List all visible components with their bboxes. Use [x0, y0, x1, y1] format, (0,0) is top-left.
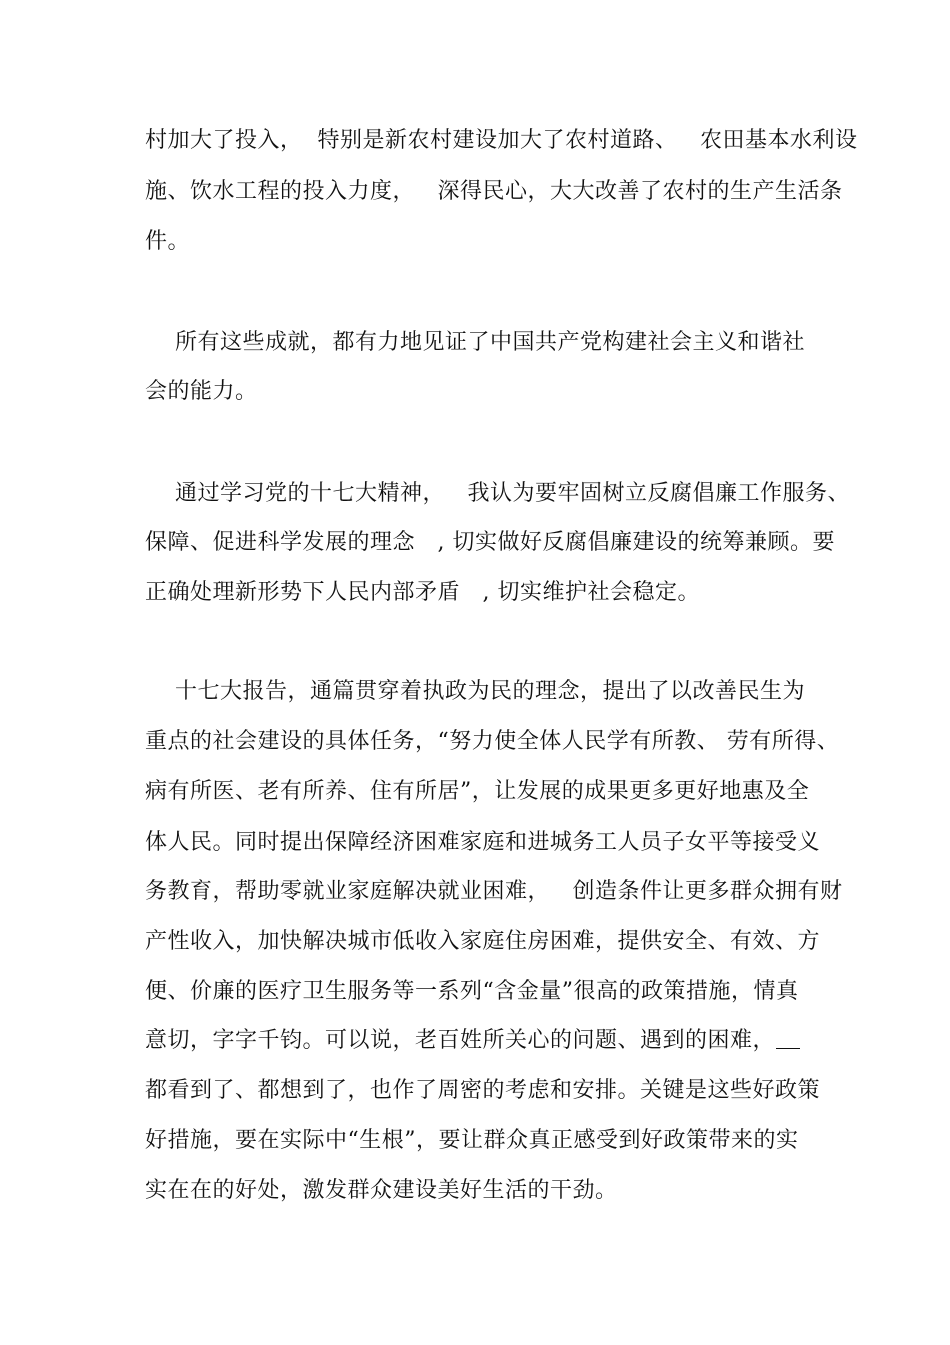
paragraph-1-line-1: 村加大了投入， 特别是新农村建设加大了农村道路、 农田基本水利设	[145, 128, 858, 153]
paragraph-4-line-6: 产性收入，加快解决城市低收入家庭住房困难，提供安全、有效、方	[145, 929, 821, 954]
paragraph-1-line-2: 施、饮水工程的投入力度， 深得民心，大大改善了农村的生产生活条	[145, 179, 843, 204]
paragraph-4-line-11: 实在在的好处，激发群众建设美好生活的干劲。	[145, 1178, 618, 1203]
paragraph-4-line-10: 好措施，要在实际中“生根”，要让群众真正感受到好政策带来的实	[145, 1128, 799, 1153]
paragraph-1-line-3: 件。	[145, 229, 191, 254]
paragraph-4-line-5: 务教育，帮助零就业家庭解决就业困难， 创造条件让更多群众拥有财	[145, 879, 843, 904]
paragraph-2-line-2: 会的能力。	[145, 379, 258, 404]
paragraph-4-line-2: 重点的社会建设的具体任务，“努力使全体人民学有所教、 劳有所得、	[145, 729, 840, 754]
paragraph-4-line-3: 病有所医、老有所养、住有所居”，让发展的成果更多更好地惠及全	[145, 779, 810, 804]
paragraph-3-line-1: 通过学习党的十七大精神， 我认为要牢固树立反腐倡廉工作服务、	[145, 481, 850, 506]
paragraph-4-line-4: 体人民。同时提出保障经济困难家庭和进城务工人员子女平等接受义	[145, 830, 821, 855]
paragraph-4-line-8: 意切，字字千钧。可以说，老百姓所关心的问题、遇到的困难，	[145, 1028, 776, 1053]
underline-mark	[776, 1048, 800, 1049]
paragraph-4-line-7: 便、价廉的医疗卫生服务等一系列“含金量”很高的政策措施，情真	[145, 979, 799, 1004]
paragraph-3-line-3: 正确处理新形势下人民内部矛盾 , 切实维护社会稳定。	[145, 580, 700, 605]
paragraph-3-line-2: 保障、促进科学发展的理念 , 切实做好反腐倡廉建设的统筹兼顾。要	[145, 530, 835, 555]
paragraph-2-line-1: 所有这些成就，都有力地见证了中国共产党构建社会主义和谐社	[145, 330, 805, 355]
paragraph-4-line-9: 都看到了、都想到了，也作了周密的考虑和安排。关键是这些好政策	[145, 1078, 821, 1103]
paragraph-4-line-1: 十七大报告，通篇贯穿着执政为民的理念，提出了以改善民生为	[145, 679, 805, 704]
